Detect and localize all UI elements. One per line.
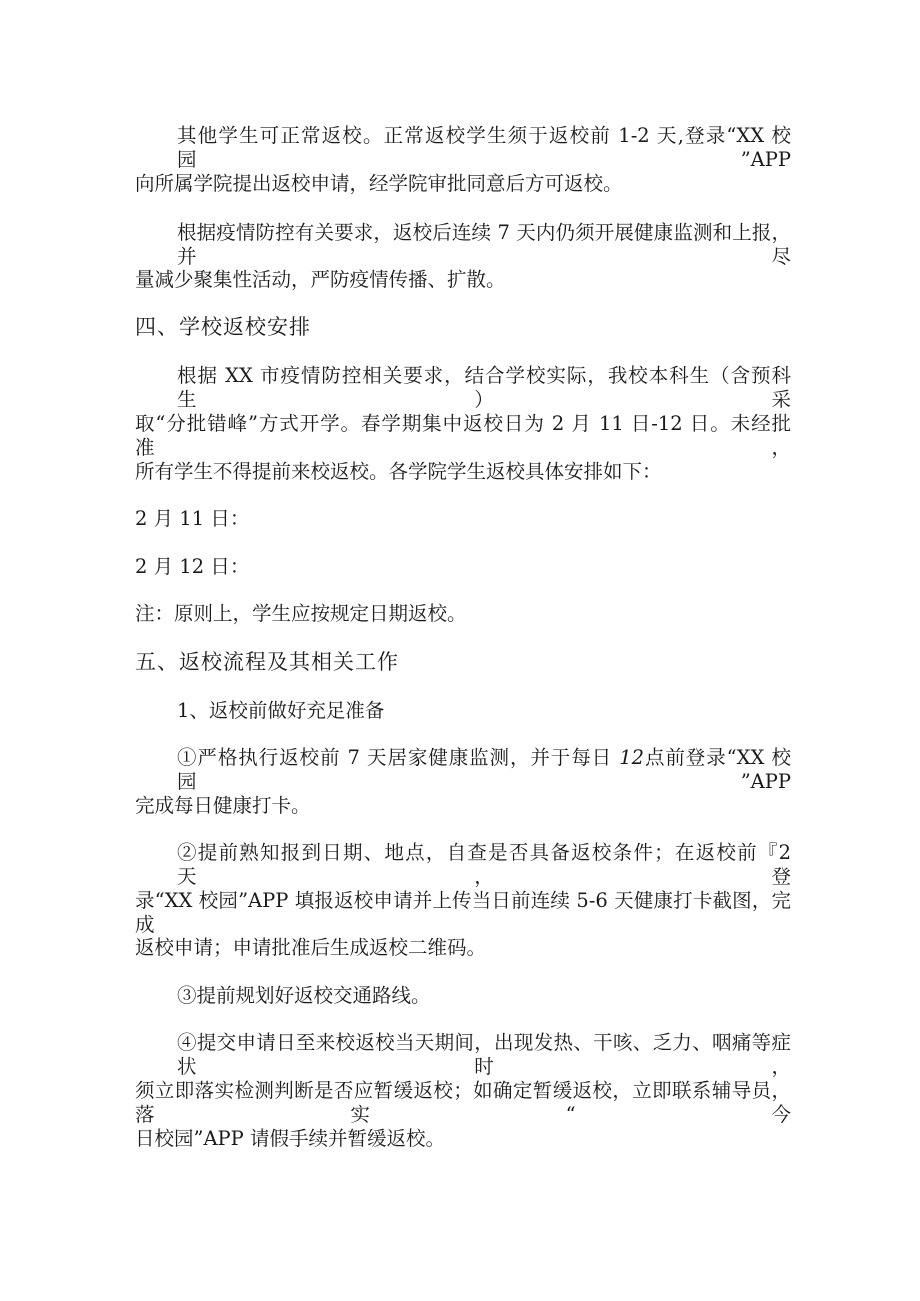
item2-line3: 返校申请；申请批准后生成返校二维码。 [135,936,487,959]
para2-line2: 量减少聚集性活动，严防疫情传播、扩散。 [135,268,506,291]
para2-line1: 根据疫情防控有关要求，返校后连续 7 天内仍须开展健康监测和上报，并尽 [177,221,791,268]
item2-line1: ②提前熟知报到日期、地点，自查是否具备返校条件；在返校前『2 天，登 [177,841,791,888]
section5-heading: 五、返校流程及其相关工作 [135,650,399,674]
date-feb12: 2 月 12 日： [135,555,250,578]
subheading-1: 1、返校前做好充足准备 [177,699,385,722]
item2-line2: 录“XX 校园”APP 填报返校申请并上传当日前连续 5-6 天健康打卡截图，完成 [135,889,791,936]
item1-line1 [177,746,791,794]
para3-line1: 根据 XX 市疫情防控相关要求，结合学校实际，我校本科生（含预科生）采 [177,364,791,411]
item1-line1-c: 点前登录“XX 校园”APP [177,746,791,793]
para1-line1: 其他学生可正常返校。正常返校学生须于返校前 1-2 天,登录“XX 校园”APP [177,124,791,171]
note-line: 注：原则上，学生应按规定日期返校。 [135,602,467,625]
item4-line3: 日校园”APP 请假手续并暂缓返校。 [135,1127,445,1150]
section4-heading: 四、学校返校安排 [135,315,311,339]
item4-line1: ④提交申请日至来校返校当天期间，出现发热、干咳、乏力、咽痛等症状时， [177,1031,791,1078]
para3-line3: 所有学生不得提前来校返校。各学院学生返校具体安排如下： [135,460,662,483]
para1-line2: 向所属学院提出返校申请，经学院审批同意后方可返校。 [135,172,623,195]
item4-line2: 须立即落实检测判断是否应暂缓返校；如确定暂缓返校，立即联系辅导员，落实“今 [135,1079,791,1126]
item1-line2: 完成每日健康打卡。 [135,794,311,817]
item3-line: ③提前规划好返校交通路线。 [177,984,431,1007]
para3-line2: 取“分批错峰”方式开学。春学期集中返校日为 2 月 11 日-12 日。未经批准， [135,412,791,459]
date-feb11: 2 月 11 日： [135,507,250,530]
item1-line1-a: ①严格执行返校前 7 天居家健康监测，并于每日 [177,746,620,769]
item1-line1-b: 12 [619,746,645,769]
